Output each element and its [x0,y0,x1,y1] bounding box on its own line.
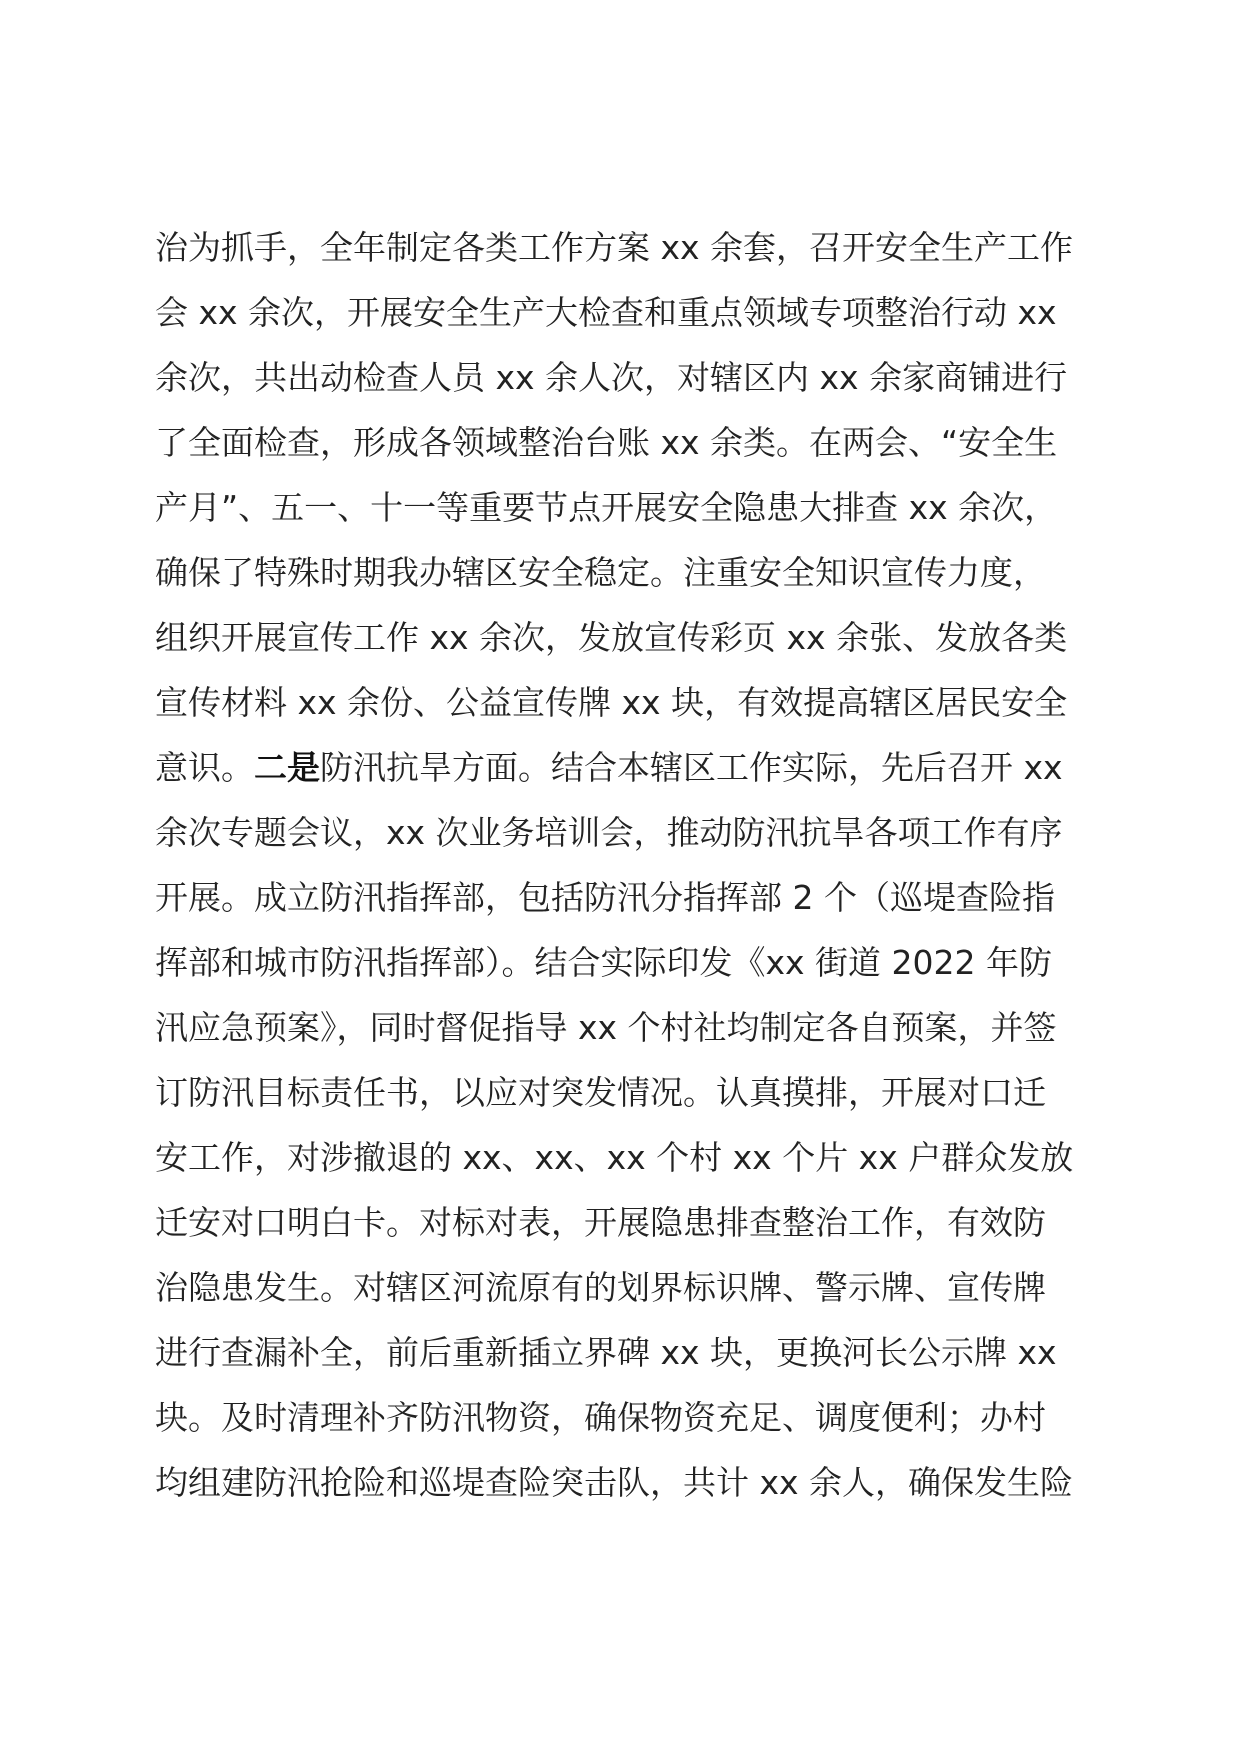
text-line: 余次专题会议，xx 次业务培训会，推动防汛抗旱各项工作有序 [155,813,1063,852]
text-line: 安工作，对涉撤退的 xx、xx、xx 个村 xx 个片 xx 户群众发放 [155,1138,1074,1177]
text-line: 挥部和城市防汛指挥部）。结合实际印发《xx 街道 2022 年防 [155,943,1053,982]
text-segment: 意识。 [155,748,254,787]
text-line: 产月”、五一、十一等重要节点开展安全隐患大排查 xx 余次， [155,488,1058,527]
text-line: 治隐患发生。对辖区河流原有的划界标识牌、警示牌、宣传牌 [155,1268,1046,1307]
text-line: 确保了特殊时期我办辖区安全稳定。注重安全知识宣传力度， [155,553,1046,592]
body-text [155,215,1095,1515]
text-line: 组织开展宣传工作 xx 余次，发放宣传彩页 xx 余张、发放各类 [155,618,1068,657]
text-line: 均组建防汛抢险和巡堤查险突击队，共计 xx 余人，确保发生险 [155,1463,1074,1502]
text-line: 迁安对口明白卡。对标对表，开展隐患排查整治工作，有效防 [155,1203,1046,1242]
text-line: 汛应急预案》，同时督促指导 xx 个村社均制定各自预案，并签 [155,1008,1057,1047]
text-segment: 防汛抗旱方面。结合本辖区工作实际，先后召开 xx [320,748,1063,787]
text-line: 进行查漏补全，前后重新插立界碑 xx 块，更换河长公示牌 xx [155,1333,1057,1372]
text-line: 宣传材料 xx 余份、公益宣传牌 xx 块，有效提高辖区居民安全 [155,683,1068,722]
text-line: 订防汛目标责任书，以应对突发情况。认真摸排，开展对口迁 [155,1073,1046,1112]
text-line-with-bold [155,735,1095,800]
text-line: 余次，共出动检查人员 xx 余人次，对辖区内 xx 余家商铺进行 [155,358,1068,397]
text-line: 了全面检查，形成各领域整治台账 xx 余类。在两会、“安全生 [155,423,1058,462]
bold-marker: 二是 [254,748,320,787]
text-line: 开展。成立防汛指挥部，包括防汛分指挥部 2 个（巡堤查险指 [155,878,1055,917]
text-line: 会 xx 余次，开展安全生产大检查和重点领域专项整治行动 xx [155,293,1057,332]
text-line: 治为抓手，全年制定各类工作方案 xx 余套，召开安全生产工作 [155,228,1074,267]
text-line: 块。及时清理补齐防汛物资，确保物资充足、调度便利；办村 [155,1398,1046,1437]
